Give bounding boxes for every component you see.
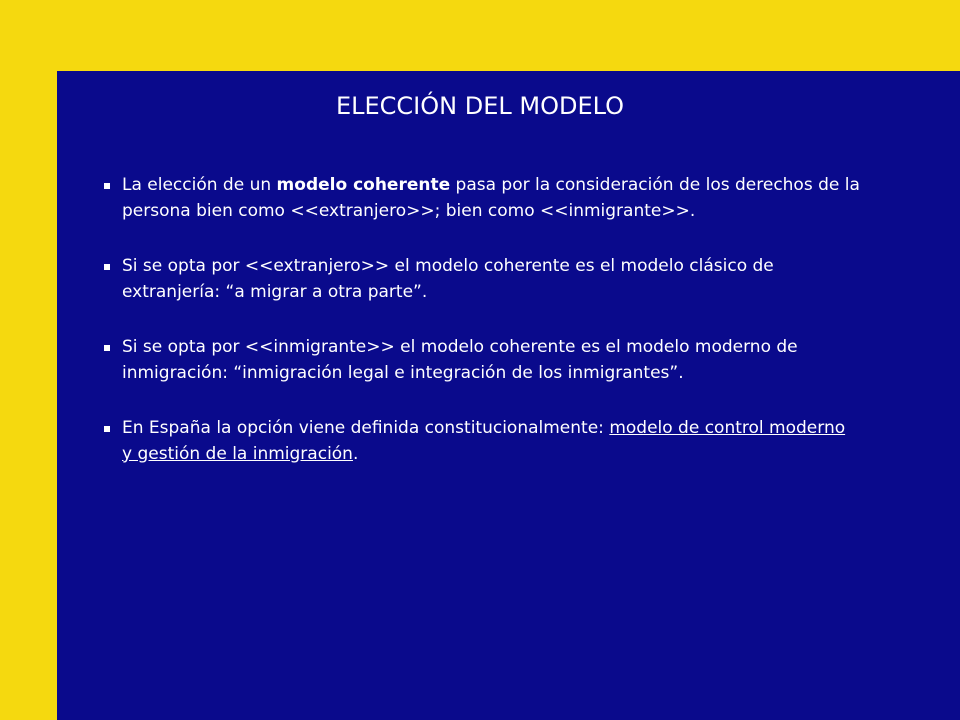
bullet-text: Si se opta por <<extranjero>> el modelo coherente es el modelo clásico de extranjería: “a migrar a otra parte”. <box>122 256 774 302</box>
bold-phrase: modelo coherente <box>276 175 451 195</box>
bullet-text: En España la opción viene definida constitucionalmente: <box>122 418 610 438</box>
bullet-text: . <box>352 443 359 464</box>
square-bullet-icon <box>104 183 110 189</box>
slide-title: ELECCIÓN DEL MODELO <box>335 92 625 120</box>
bullet-text: Si se opta por <<inmigrante>> el modelo coherente es el modelo moderno de inmigración: “inmigración legal e integración de los inmigrantes”. <box>122 337 798 383</box>
bullet-item-2 <box>100 254 860 305</box>
bullet-item-1 <box>100 173 860 224</box>
bullet-text: La elección de un <box>122 175 277 195</box>
bullet-list <box>100 173 860 497</box>
square-bullet-icon <box>104 345 110 351</box>
bullet-item-3 <box>100 335 860 386</box>
underlined-phrase: modelo de control moderno y gestión de la inmigración <box>122 418 846 464</box>
square-bullet-icon <box>104 264 110 270</box>
bullet-item-4 <box>100 416 860 467</box>
bullet-text: pasa por la consideración de los derechos de la persona bien como <<extranjero>>; bien como <<inmigrante>>. <box>122 175 860 221</box>
square-bullet-icon <box>104 426 110 432</box>
